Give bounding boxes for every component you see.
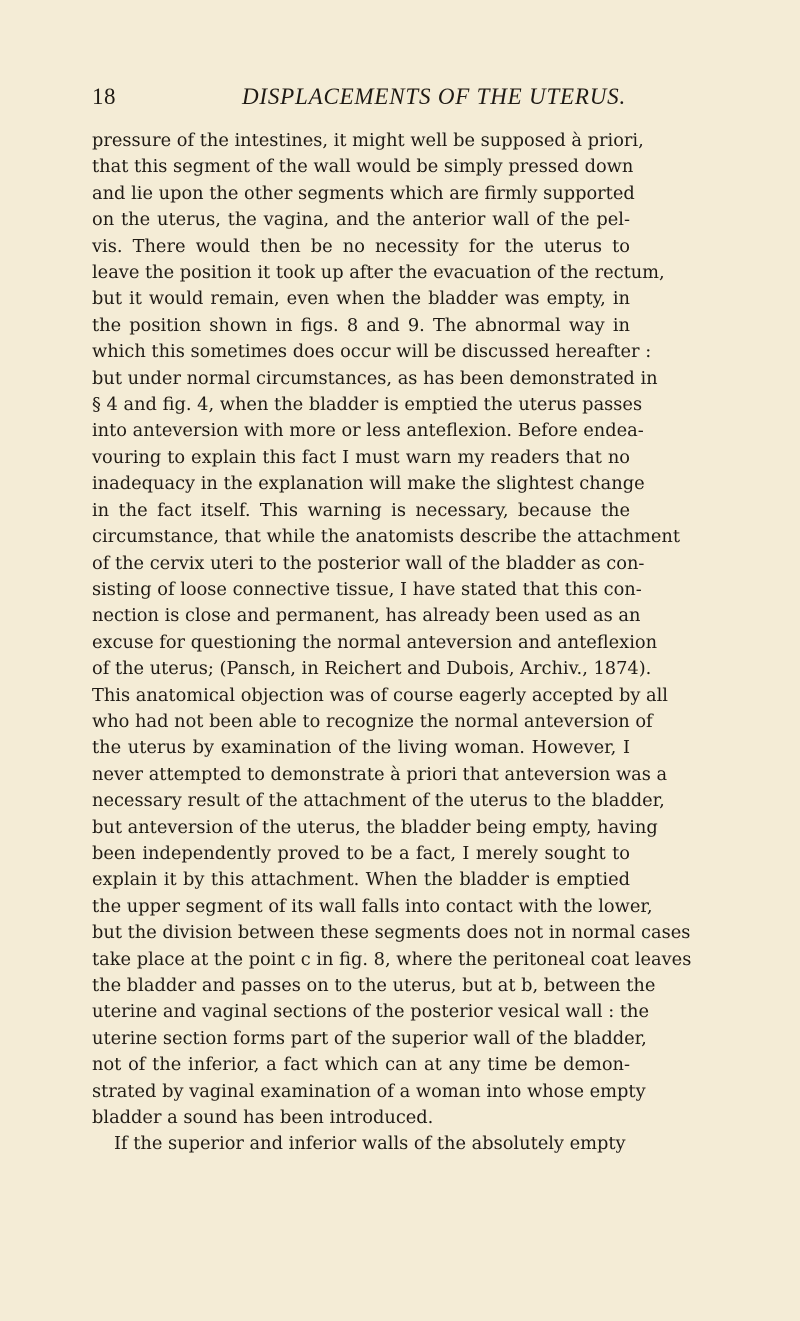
text-line: who had not been able to recognize the normal anteversion of bbox=[92, 710, 653, 732]
text-line: never attempted to demonstrate à priori that anteversion was a bbox=[92, 763, 668, 785]
text-line: not of the inferior, a fact which can at any time be demon- bbox=[92, 1054, 630, 1076]
text-line: excuse for questioning the normal anteversion and anteflexion bbox=[92, 631, 658, 653]
text-line: pressure of the intestines, it might well be supposed à priori, bbox=[92, 130, 644, 151]
text-line: take place at the point c in fig. 8, where the peritoneal coat leaves bbox=[92, 948, 692, 970]
text-line: § 4 and fig. 4, when the bladder is emptied the uterus passes bbox=[92, 394, 643, 416]
page-number: 18 bbox=[92, 84, 116, 109]
text-line: nection is close and permanent, has already been used as an bbox=[92, 605, 641, 627]
text-line: but the division between these segments does not in normal cases bbox=[92, 922, 691, 944]
paragraph bbox=[92, 128, 692, 1131]
text-line: uterine and vaginal sections of the posterior vesical wall : the bbox=[92, 1001, 650, 1023]
text-line: explain it by this attachment. When the bladder is emptied bbox=[92, 869, 630, 891]
paragraph bbox=[92, 1131, 630, 1157]
text-line: inadequacy in the explanation will make the slightest change bbox=[92, 473, 645, 495]
text-line: uterine section forms part of the superior wall of the bladder, bbox=[92, 1027, 647, 1049]
text-line: vouring to explain this fact I must warn my readers that no bbox=[92, 446, 630, 468]
text-line: but anteversion of the uterus, the bladder being empty, having bbox=[92, 816, 658, 838]
text-line: circumstance, that while the anatomists describe the attachment bbox=[92, 526, 681, 548]
text-line: If the superior and inferior walls of the absolutely empty bbox=[114, 1133, 626, 1155]
text-line: the upper segment of its wall falls into contact with the lower, bbox=[92, 895, 653, 917]
text-line: necessary result of the attachment of the uterus to the bladder, bbox=[92, 790, 665, 812]
page-header bbox=[92, 84, 626, 120]
text-line: but under normal circumstances, as has been demonstrated in bbox=[92, 367, 658, 389]
body-text bbox=[92, 128, 692, 1158]
text-line: sisting of loose connective tissue, I have stated that this con- bbox=[92, 578, 642, 600]
text-line: and lie upon the other segments which are firmly supported bbox=[92, 182, 635, 204]
text-line: vis. There would then be no necessity for the uterus to bbox=[92, 235, 630, 257]
text-line: on the uterus, the vagina, and the anterior wall of the pel- bbox=[92, 209, 630, 231]
text-line: that this segment of the wall would be simply pressed down bbox=[92, 156, 634, 178]
text-line: which this sometimes does occur will be discussed hereafter : bbox=[92, 341, 652, 363]
text-line: This anatomical objection was of course eagerly accepted by all bbox=[92, 684, 668, 706]
text-line: into anteversion with more or less anteflexion. Before endea- bbox=[92, 420, 644, 442]
text-line: of the cervix uteri to the posterior wall of the bladder as con- bbox=[92, 552, 645, 574]
text-line: the bladder and passes on to the uterus, but at b, between the bbox=[92, 975, 656, 996]
text-line: bladder a sound has been introduced. bbox=[92, 1107, 434, 1129]
text-line: of the uterus; (Pansch, in Reichert and Dubois, Archiv., 1874). bbox=[92, 658, 652, 680]
text-line: the position shown in figs. 8 and 9. The abnormal way in bbox=[92, 314, 630, 336]
text-line: leave the position it took up after the evacuation of the rectum, bbox=[92, 262, 665, 284]
text-line: strated by vaginal examination of a woman into whose empty bbox=[92, 1080, 646, 1102]
text-line: the uterus by examination of the living woman. However, I bbox=[92, 737, 630, 759]
running-title: DISPLACEMENTS OF THE UTERUS. bbox=[241, 84, 626, 109]
text-line: but it would remain, even when the bladder was empty, in bbox=[92, 288, 630, 310]
text-line: in the fact itself. This warning is necessary, because the bbox=[92, 499, 630, 521]
text-line: been independently proved to be a fact, I merely sought to bbox=[92, 842, 630, 864]
